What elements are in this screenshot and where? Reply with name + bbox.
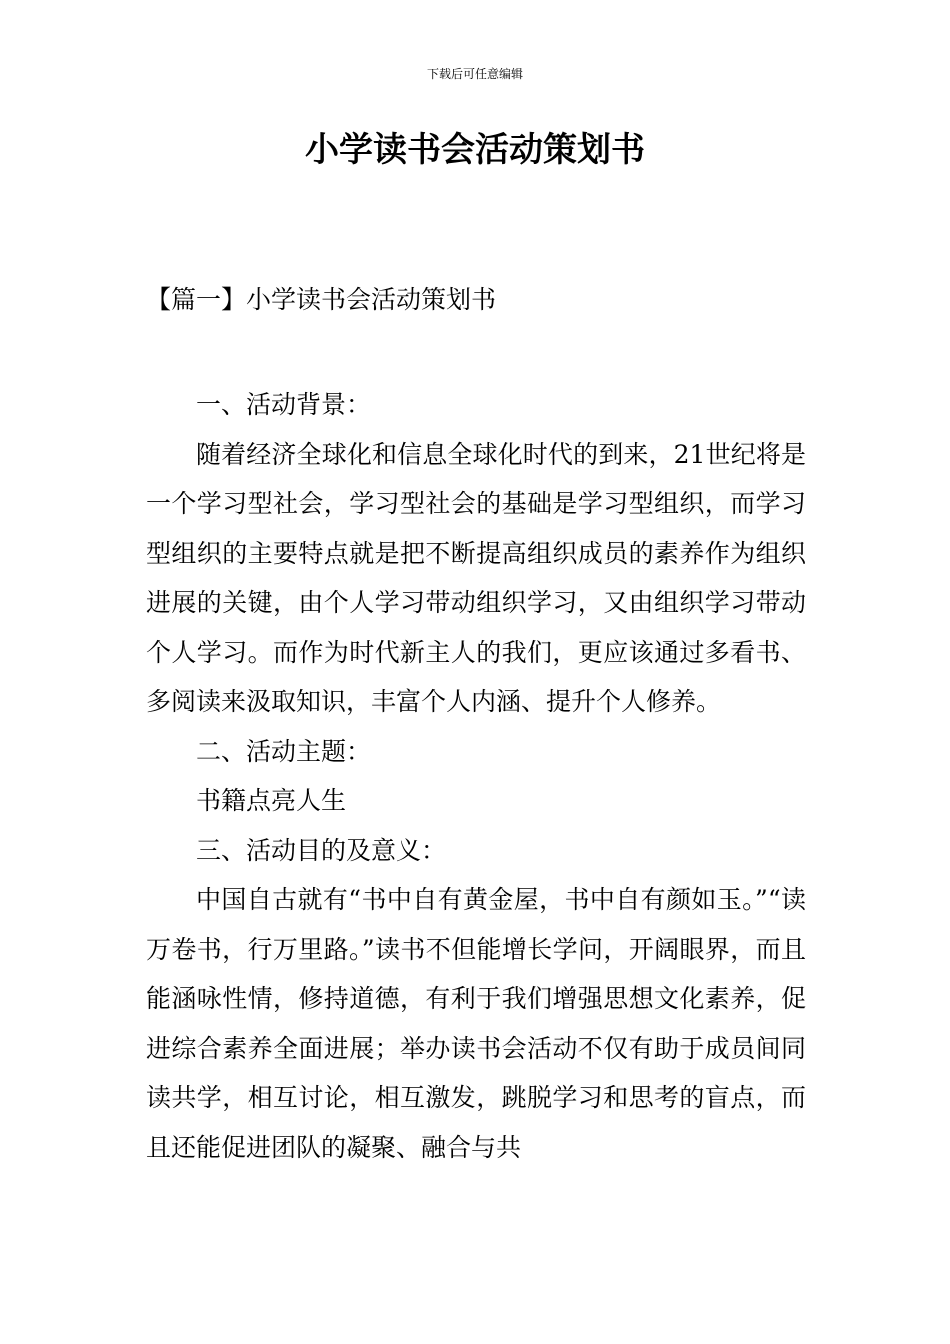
section-heading: 【篇一】小学读书会活动策划书 — [146, 285, 497, 314]
paragraph-purpose: 中国自古就有“书中自有黄金屋，书中自有颜如玉。”“读万卷书，行万里路。”读书不但能增长学问，开阔眼界，而且能涵咏性情，修持道德，有利于我们增强思想文化素养，促进综合素养全面进展；举办读书会活动不仅有助于成员间同读共学，相互讨论，相互激发，跳脱学习和思考的盲点，而且还能促进团队的凝聚、融合与共 — [146, 885, 806, 1162]
document-title: 小学读书会活动策划书 — [305, 130, 645, 170]
heading-background: 一、活动背景： — [196, 390, 372, 419]
heading-theme: 二、活动主题： — [196, 736, 372, 766]
document-body — [146, 380, 806, 1172]
header-note: 下载后可任意编辑 — [426, 67, 523, 81]
paragraph-background: 随着经济全球化和信息全球化时代的到来，21世纪将是一个学习型社会，学习型社会的基础是学习型组织，而学习型组织的主要特点就是把不断提高组织成员的素养作为组织进展的关键，由个人学习带动组织学习，又由组织学习带动个人学习。而作为时代新主人的我们，更应该通过多看书、多阅读来汲取知识，丰富个人内涵、提升个人修养。 — [146, 439, 806, 716]
paragraph-theme: 书籍点亮人生 — [196, 786, 347, 815]
heading-purpose: 三、活动目的及意义： — [196, 835, 447, 865]
